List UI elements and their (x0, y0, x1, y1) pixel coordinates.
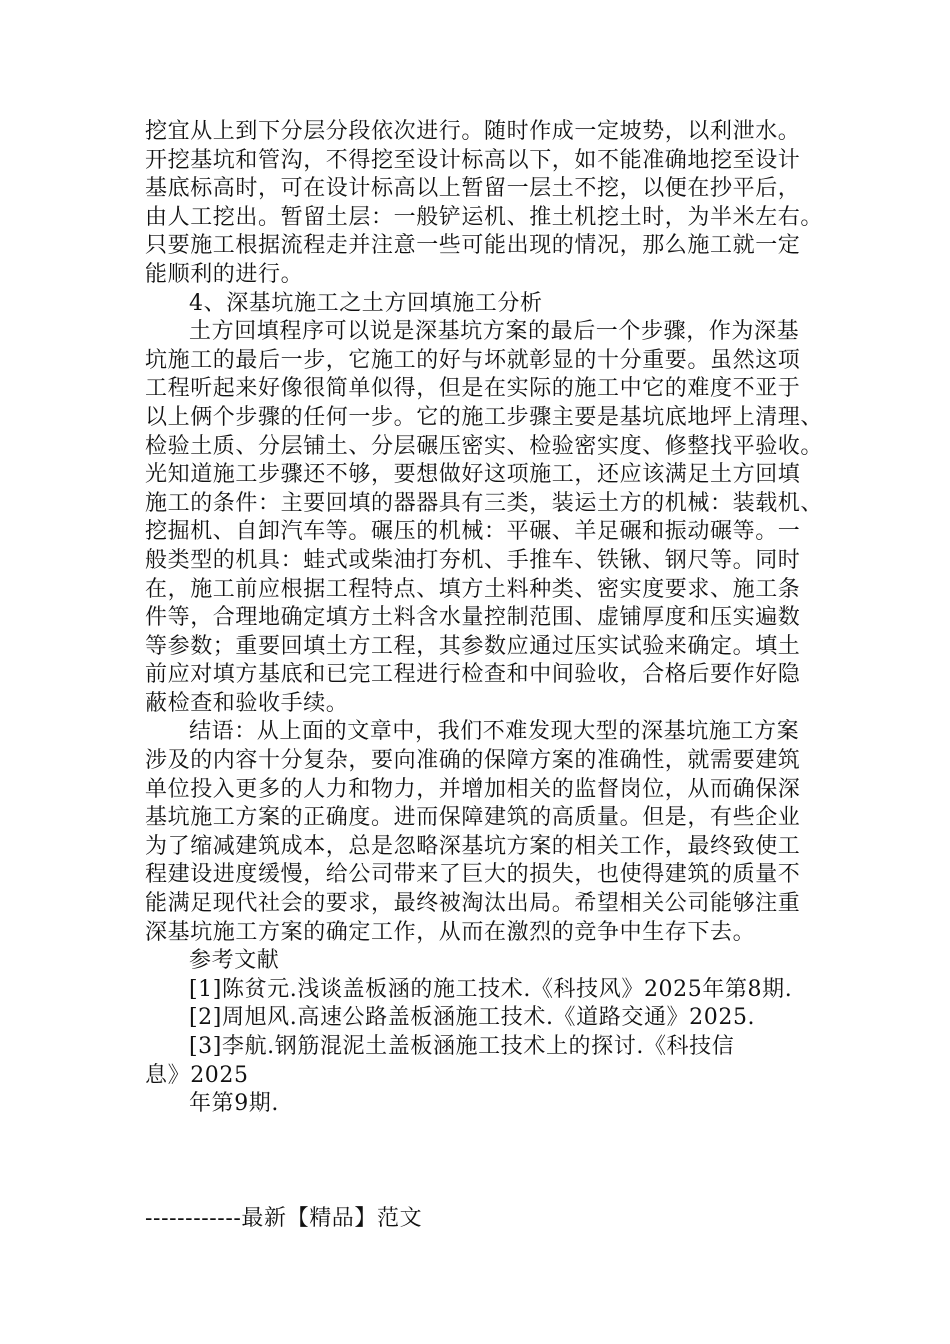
text-line: 能满足现代社会的要求，最终被淘汰出局。希望相关公司能够注重 (145, 891, 801, 917)
text-line: 为了缩减建筑成本，总是忽略深基坑方案的相关工作，最终致使工 (145, 833, 801, 859)
text-line: 在，施工前应根据工程特点、填方土料种类、密实度要求、施工条 (145, 576, 801, 602)
text-line: 蔽检查和验收手续。 (145, 690, 349, 716)
reference-item: [2]周旭风.高速公路盖板涵施工技术.《道路交通》2025. (189, 1005, 756, 1031)
text-line: 由人工挖出。暂留土层：一般铲运机、推土机挖土时，为半米左右。 (145, 204, 824, 230)
text-line: 工程听起来好像很简单似得，但是在实际的施工中它的难度不亚于 (145, 376, 801, 402)
conclusion-line: 结语：从上面的文章中，我们不难发现大型的深基坑施工方案 (189, 719, 800, 745)
spacer (145, 1119, 815, 1205)
text-line: 土方回填程序可以说是深基坑方案的最后一个步骤，作为深基 (189, 319, 800, 345)
text-line: 涉及的内容十分复杂，要向准确的保障方案的准确性，就需要建筑 (145, 748, 801, 774)
text-line: 施工的条件：主要回填的器器具有三类，装运土方的机械：装载机、 (145, 490, 824, 516)
text-line: 能顺利的进行。 (145, 261, 304, 287)
text-line: 只要施工根据流程走并注意一些可能出现的情况，那么施工就一定 (145, 233, 801, 259)
text-line: 前应对填方基底和已完工程进行检查和中间验收，合格后要作好隐 (145, 662, 801, 688)
footer-text: ------------最新【精品】范文 (145, 1205, 423, 1231)
text-line: 挖宜从上到下分层分段依次进行。随时作成一定坡势，以利泄水。 (145, 119, 801, 144)
references-heading: 参考文献 (189, 948, 280, 974)
text-line: 般类型的机具：蛙式或柴油打夯机、手推车、铁锹、钢尺等。同时 (145, 547, 801, 573)
text-line: 光知道施工步骤还不够，要想做好这项施工，还应该满足土方回填 (145, 462, 801, 488)
text-line: 挖掘机、自卸汽车等。碾压的机械：平碾、羊足碾和振动碾等。一 (145, 519, 801, 545)
text-line: 以上俩个步骤的任何一步。它的施工步骤主要是基坑底地坪上清理、 (145, 404, 824, 430)
text-line: 程建设进度缓慢，给公司带来了巨大的损失，也使得建筑的质量不 (145, 862, 801, 888)
reference-continuation: 年第9期. (189, 1091, 279, 1117)
document-page (145, 118, 824, 1233)
text-line: 件等，合理地确定填方土料含水量控制范围、虚铺厚度和压实遍数 (145, 605, 801, 631)
text-line: 单位投入更多的人力和物力，并增加相关的监督岗位，从而确保深 (145, 776, 801, 802)
section-heading: 4、深基坑施工之土方回填施工分析 (189, 290, 543, 316)
text-line: 等参数；重要回填土方工程，其参数应通过压实试验来确定。填土 (145, 633, 801, 659)
text-line: 坑施工的最后一步，它施工的好与坏就彰显的十分重要。虽然这项 (145, 347, 801, 373)
text-line: 开挖基坑和管沟，不得挖至设计标高以下，如不能准确地挖至设计 (145, 147, 801, 173)
text-line: 基底标高时，可在设计标高以上暂留一层土不挖，以便在抄平后， (145, 176, 801, 202)
reference-item: [3]李航.钢筋混泥土盖板涵施工技术上的探讨.《科技信 (189, 1034, 735, 1059)
text-line: 深基坑施工方案的确定工作，从而在激烈的竞争中生存下去。 (145, 919, 756, 945)
reference-continuation: 息》2025 (145, 1062, 249, 1088)
text-line: 检验土质、分层铺土、分层碾压密实、检验密实度、修整找平验收。 (145, 433, 824, 459)
body-text (145, 118, 824, 1119)
text-line: 基坑施工方案的正确度。进而保障建筑的高质量。但是，有些企业 (145, 805, 801, 831)
reference-item: [1]陈贫元.浅谈盖板涵的施工技术.《科技风》2025年第8期. (189, 976, 793, 1002)
